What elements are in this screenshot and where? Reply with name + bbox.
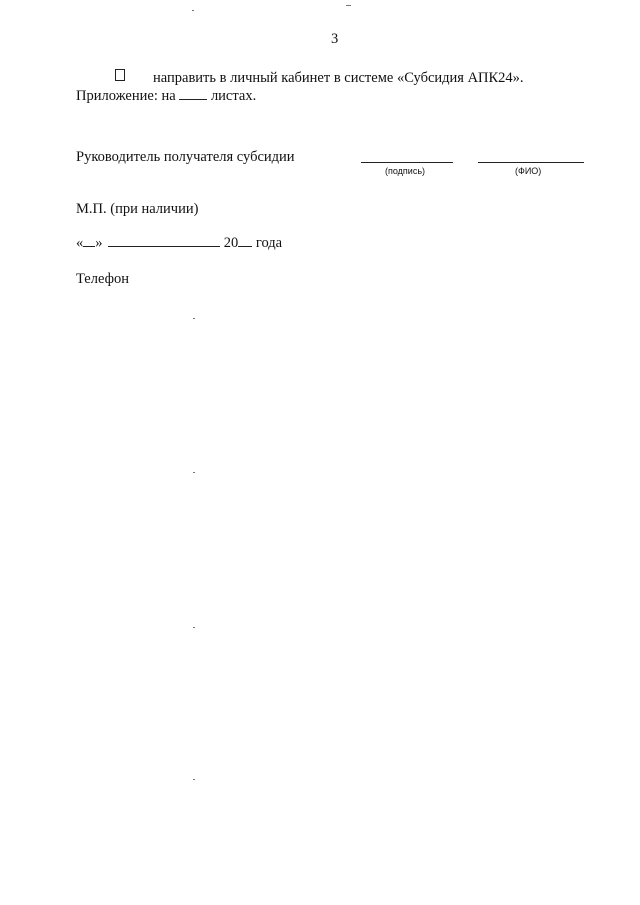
scan-speck — [193, 318, 195, 319]
year-suffix: года — [255, 235, 283, 251]
signature-caption: (подпись) — [385, 166, 426, 176]
date-close-quote: » — [95, 235, 103, 251]
scan-speck — [346, 5, 351, 6]
year-prefix: 20 — [223, 235, 239, 251]
option-checkbox[interactable] — [115, 69, 125, 81]
signature-line[interactable] — [361, 162, 453, 163]
option-text: направить в личный кабинет в системе «Субсидия АПК24». — [153, 70, 524, 86]
scan-speck — [193, 779, 195, 780]
day-blank[interactable] — [83, 234, 95, 247]
scan-speck — [193, 472, 195, 473]
date-open-quote: « — [76, 235, 84, 251]
name-line[interactable] — [478, 162, 584, 163]
page-number: 3 — [331, 31, 339, 47]
date-line — [76, 234, 282, 252]
attachment-prefix: Приложение: на — [76, 88, 176, 104]
attachment-suffix: листах. — [210, 88, 257, 104]
scan-speck — [193, 627, 195, 628]
sheets-count-blank[interactable] — [179, 87, 207, 100]
attachment-line — [76, 87, 256, 105]
month-blank[interactable] — [108, 234, 220, 247]
year-blank[interactable] — [238, 234, 252, 247]
name-caption: (ФИО) — [515, 166, 542, 176]
stamp-label: М.П. (при наличии) — [76, 201, 199, 217]
scan-speck — [192, 10, 194, 11]
phone-label: Телефон — [76, 271, 129, 287]
head-label: Руководитель получателя субсидии — [76, 149, 295, 165]
